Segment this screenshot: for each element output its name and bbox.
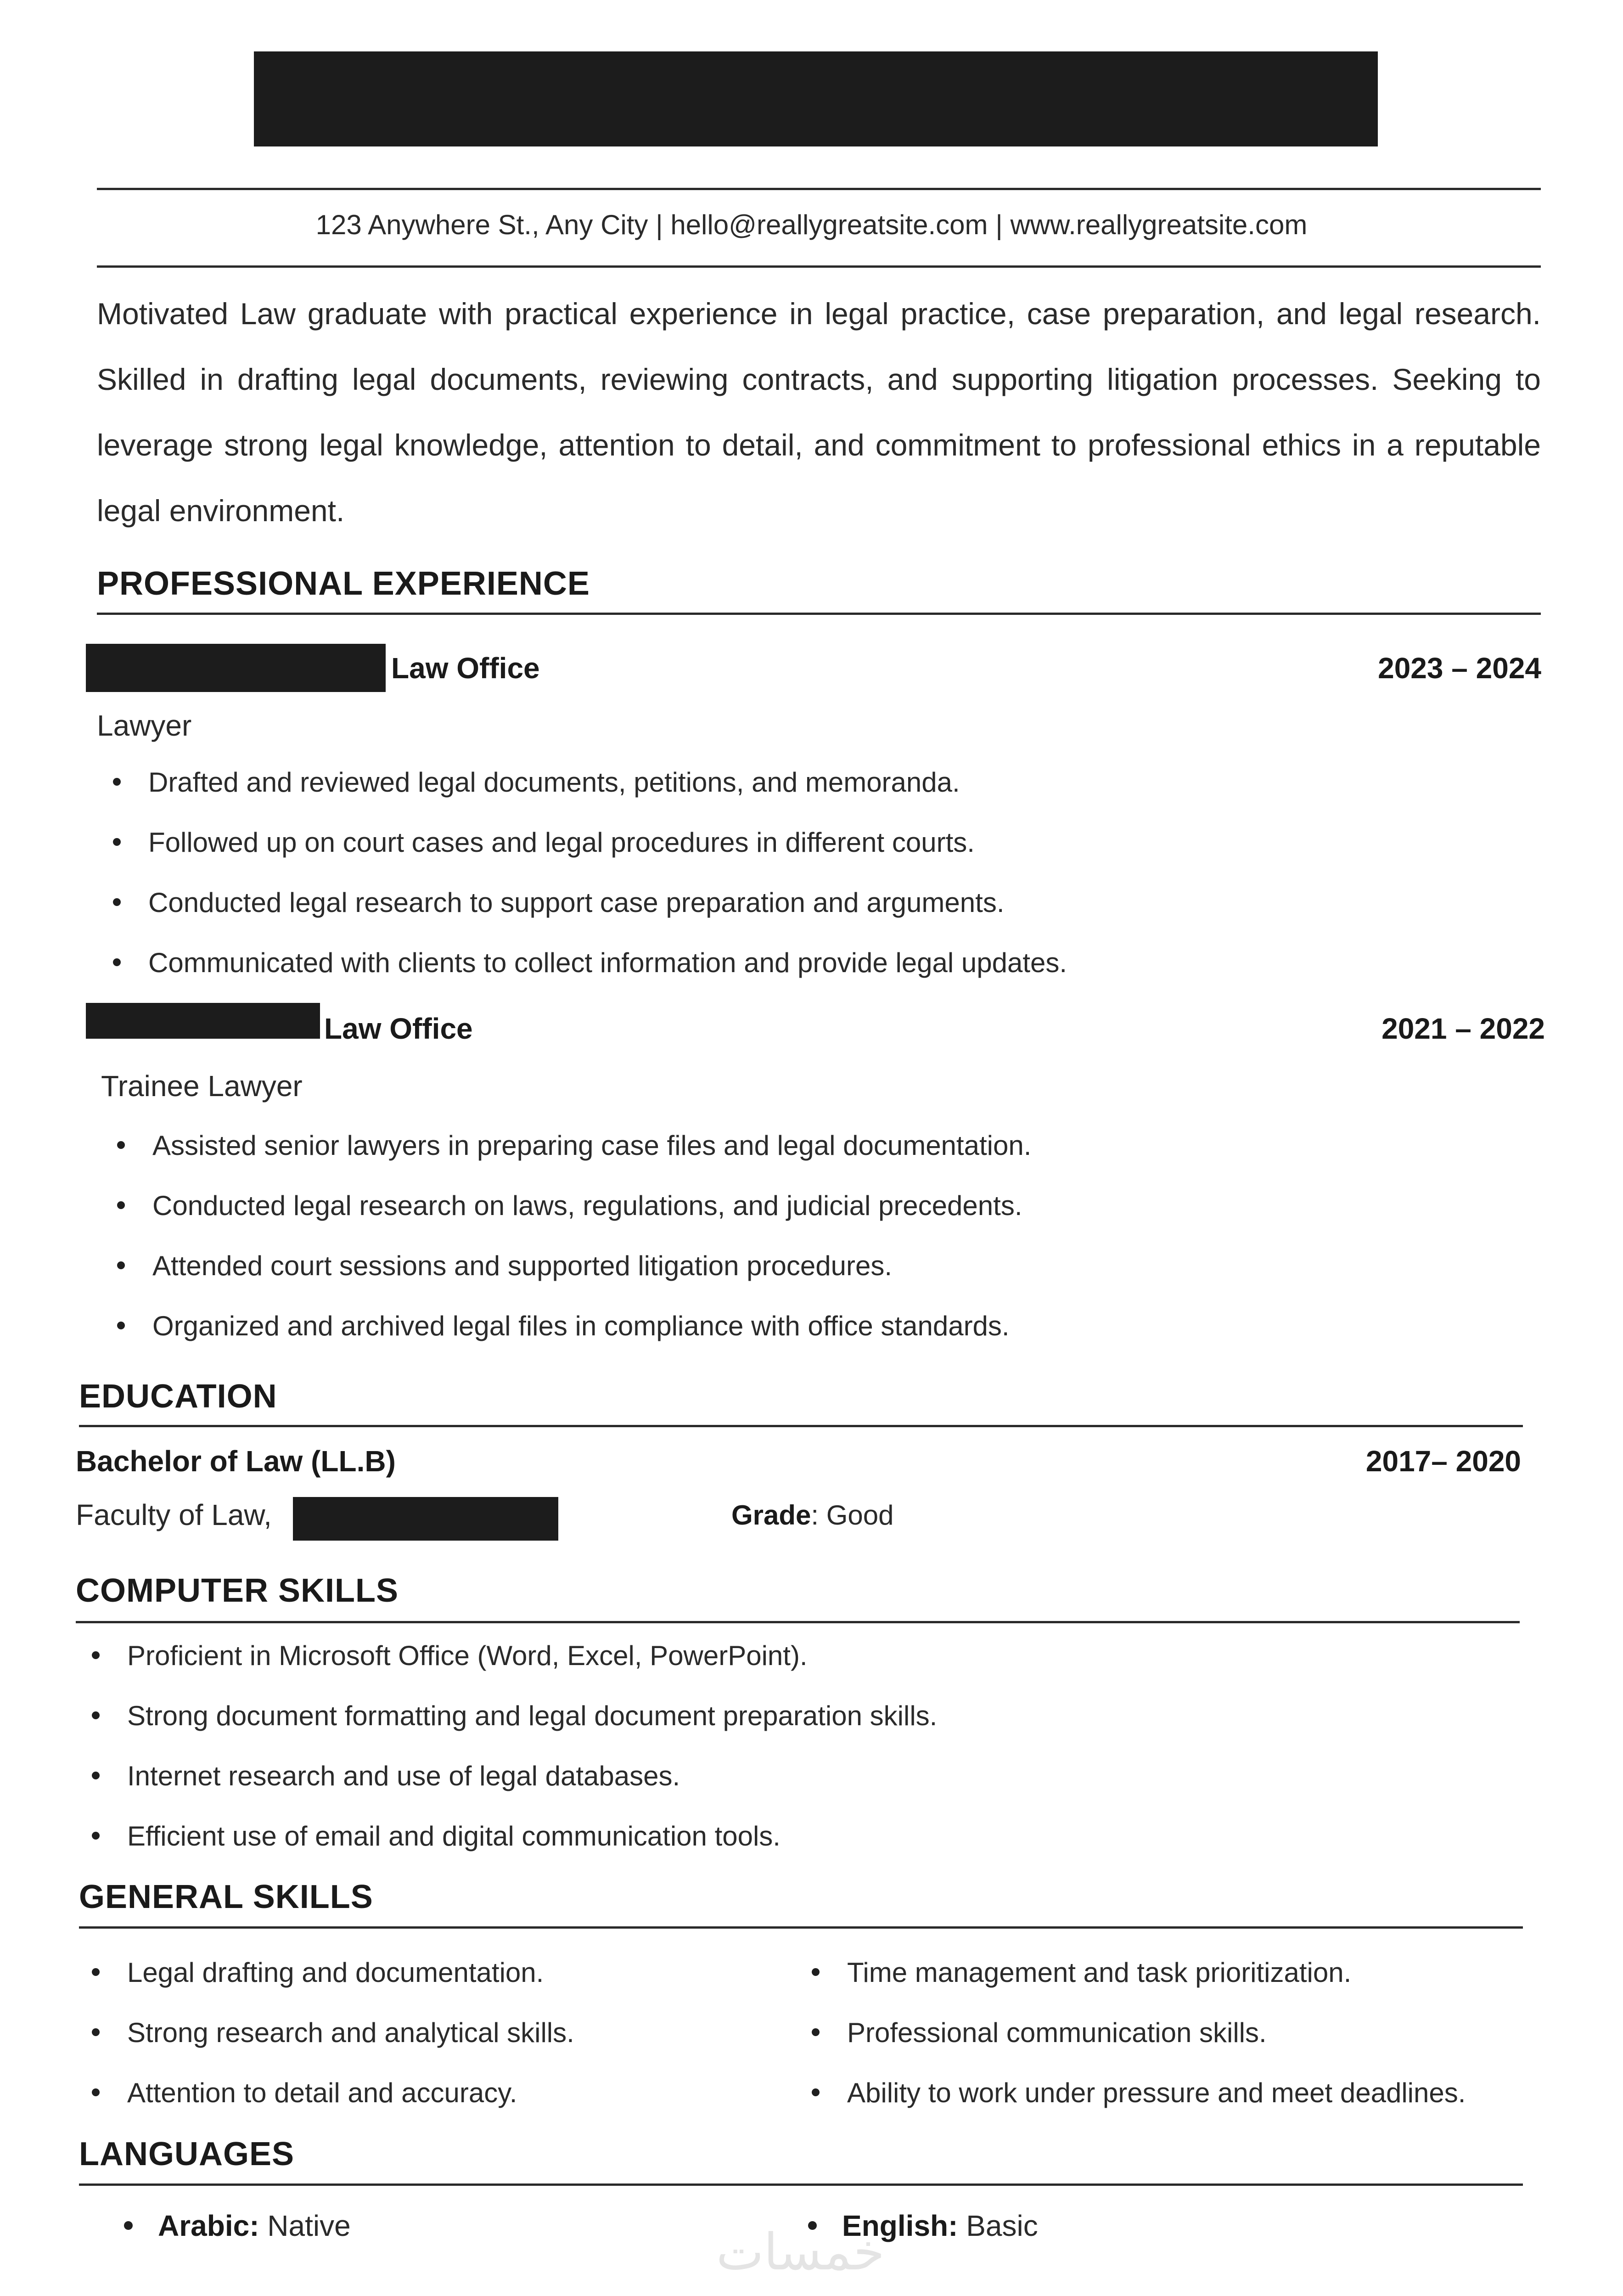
job2-org: Law Office — [324, 1012, 473, 1045]
job2-years: 2021 – 2022 — [1382, 1012, 1545, 1045]
education-rule — [79, 1425, 1523, 1427]
list-item: Conducted legal research on laws, regulations, and judicial precedents. — [101, 1187, 1031, 1248]
job1-org: Law Office — [391, 652, 540, 685]
bullet-icon — [124, 2221, 133, 2230]
language-name: Arabic: — [158, 2209, 259, 2242]
language-level: Native — [259, 2209, 351, 2242]
degree-title: Bachelor of Law (LL.B) — [76, 1445, 396, 1478]
list-item: Communicated with clients to collect information and provide legal updates. — [97, 945, 1067, 1005]
list-item: Assisted senior lawyers in preparing case files and legal documentation. — [101, 1127, 1031, 1187]
header-rule-bottom — [97, 265, 1541, 268]
list-item: Legal drafting and documentation. — [76, 1954, 574, 2015]
job1-role: Lawyer — [97, 709, 192, 742]
job2-role: Trainee Lawyer — [101, 1069, 303, 1103]
computer-skills-rule — [76, 1621, 1520, 1623]
language-level: Basic — [958, 2209, 1038, 2242]
list-item: Organized and archived legal files in compliance with office standards. — [101, 1308, 1031, 1368]
general-skills-left — [76, 1954, 574, 2135]
list-item: Strong document formatting and legal document preparation skills. — [76, 1698, 937, 1758]
job2-bullets — [101, 1127, 1031, 1368]
grade-value: : Good — [811, 1500, 894, 1531]
general-skills-rule — [79, 1926, 1523, 1929]
grade — [731, 1499, 894, 1531]
computer-skills-heading: COMPUTER SKILLS — [76, 1572, 399, 1609]
list-item: Attended court sessions and supported litigation procedures. — [101, 1248, 1031, 1308]
job2-org-redaction — [86, 1003, 320, 1039]
watermark: خمسات — [716, 2223, 885, 2281]
education-heading: EDUCATION — [79, 1378, 277, 1415]
list-item: Strong research and analytical skills. — [76, 2015, 574, 2075]
name-redaction — [254, 51, 1378, 146]
education-years: 2017– 2020 — [1365, 1445, 1521, 1478]
contact-line: 123 Anywhere St., Any City | hello@reallygreatsite.com | www.reallygreatsite.com — [315, 209, 1308, 240]
list-item: Drafted and reviewed legal documents, petitions, and memoranda. — [97, 764, 1067, 824]
experience-rule — [97, 613, 1541, 615]
summary-paragraph: Motivated Law graduate with practical experience in legal practice, case preparation, and legal research. Skilled in drafting legal documents, reviewing contracts, and supporting litigation processes. Seeking to leverage strong legal knowledge, attention to detail, and commitment to professional ethics in a reputable legal environment. — [97, 297, 1541, 528]
languages-heading: LANGUAGES — [79, 2136, 295, 2172]
list-item: Proficient in Microsoft Office (Word, Excel, PowerPoint). — [76, 1638, 937, 1698]
languages-rule — [79, 2183, 1523, 2186]
job1-bullets — [97, 764, 1067, 1005]
language-arabic — [124, 2209, 351, 2243]
experience-heading: PROFESSIONAL EXPERIENCE — [97, 565, 590, 602]
job1-org-redaction — [86, 644, 386, 692]
list-item: Attention to detail and accuracy. — [76, 2075, 574, 2135]
job1-years: 2023 – 2024 — [1378, 652, 1541, 685]
list-item: Ability to work under pressure and meet deadlines. — [796, 2075, 1466, 2135]
university-redaction — [293, 1497, 558, 1541]
computer-skills-list — [76, 1638, 937, 1878]
header-rule-top — [97, 188, 1541, 190]
general-skills-right — [796, 1954, 1466, 2135]
list-item: Conducted legal research to support case preparation and arguments. — [97, 884, 1067, 945]
list-item: Followed up on court cases and legal procedures in different courts. — [97, 824, 1067, 884]
list-item: Professional communication skills. — [796, 2015, 1466, 2075]
list-item: Internet research and use of legal databases. — [76, 1758, 937, 1818]
list-item: Time management and task prioritization. — [796, 1954, 1466, 2015]
list-item: Efficient use of email and digital communication tools. — [76, 1818, 937, 1878]
language-name: English: — [842, 2209, 958, 2242]
general-skills-heading: GENERAL SKILLS — [79, 1879, 373, 1915]
faculty-text: Faculty of Law, — [76, 1498, 272, 1531]
grade-label: Grade — [731, 1500, 811, 1531]
